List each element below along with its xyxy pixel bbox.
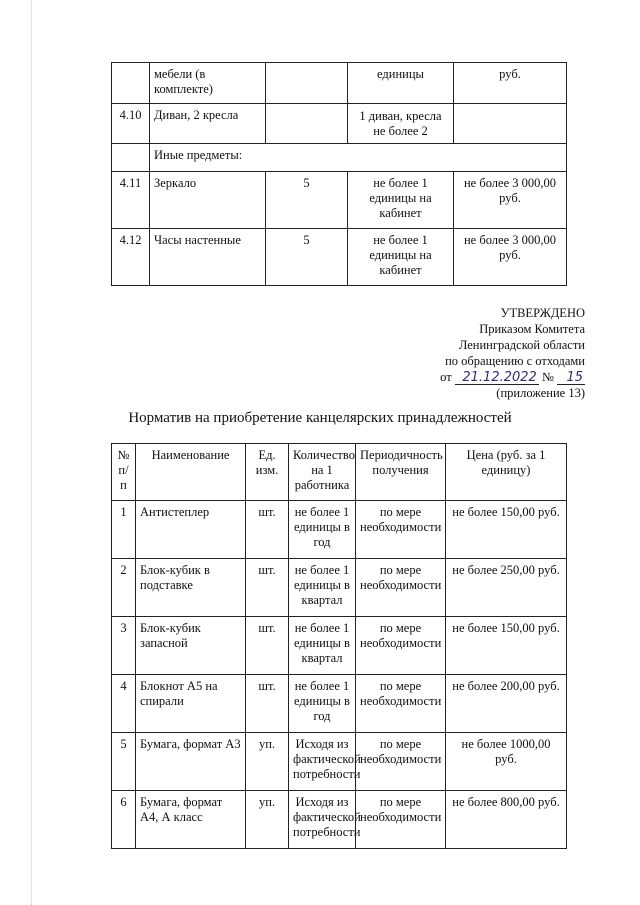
item-unit: уп. [246,791,289,849]
approval-line: Приказом Комитета [479,322,585,336]
table-header-row [112,444,567,501]
section-label: Иные предметы: [150,144,567,172]
stationery-norms-table [111,443,567,849]
appendix-label: (приложение 13) [496,386,585,400]
item-name: Часы настенные [150,229,266,286]
item-qty: не более 1 единицы в квартал [289,617,356,675]
document-title: Норматив на приобретение канцелярских принадлежностей [128,410,512,426]
item-period: по мере необходимости [356,501,446,559]
item-qty: Исходя из фактической потребности [289,791,356,849]
scan-artifact-line [31,0,32,905]
item-price: не более 800,00 руб. [446,791,567,849]
row-number: 4.12 [112,229,150,286]
item-name: Зеркало [150,172,266,229]
item-name: Блокнот А5 на спирали [136,675,246,733]
number-prefix: № [541,370,554,384]
item-norm: единицы [348,63,454,104]
table-row [112,229,567,286]
table-row [112,733,567,791]
item-norm: 1 диван, кресла не более 2 [348,104,454,144]
table-row [112,559,567,617]
handwritten-date: 21.12.2022 [455,371,539,385]
table-row [112,104,567,144]
row-number: 2 [112,559,136,617]
approval-line: по обращению с отходами [445,354,585,368]
item-name: Бумага, формат А4, А класс [136,791,246,849]
item-unit: шт. [246,501,289,559]
item-price: не более 3 000,00 руб. [454,172,567,229]
table-row [112,791,567,849]
header-unit: Ед. изм. [246,444,289,501]
item-unit: уп. [246,733,289,791]
row-number: 4.11 [112,172,150,229]
table-row [112,675,567,733]
item-price: не более 150,00 руб. [446,501,567,559]
row-number [112,144,150,172]
header-qty: Количество на 1 работника [289,444,356,501]
row-number: 1 [112,501,136,559]
item-period: по мере необходимости [356,675,446,733]
item-qty: не более 1 единицы в год [289,501,356,559]
table-row [112,501,567,559]
item-price: не более 150,00 руб. [446,617,567,675]
item-name: Антистеплер [136,501,246,559]
item-price: не более 3 000,00 руб. [454,229,567,286]
item-period: по мере необходимости [356,733,446,791]
item-unit: шт. [246,559,289,617]
row-number [112,63,150,104]
item-qty: 5 [266,229,348,286]
approval-line: Ленинградской области [458,338,585,352]
item-name: Диван, 2 кресла [150,104,266,144]
table-row [112,144,567,172]
item-name: Блок-кубик запасной [136,617,246,675]
item-period: по мере необходимости [356,617,446,675]
furniture-norms-table [111,62,567,286]
item-price [454,104,567,144]
item-unit: шт. [246,675,289,733]
item-qty: 5 [266,172,348,229]
item-qty [266,104,348,144]
header-period: Периодичность получения [356,444,446,501]
item-norm: не более 1 единицы на кабинет [348,172,454,229]
item-period: по мере необходимости [356,791,446,849]
approval-date-line [440,369,585,385]
table-row [112,617,567,675]
row-number: 3 [112,617,136,675]
approval-block [440,305,585,401]
header-name: Наименование [136,444,246,501]
item-name: Бумага, формат А3 [136,733,246,791]
item-qty: Исходя из фактической потребности [289,733,356,791]
item-price: не более 1000,00 руб. [446,733,567,791]
row-number: 6 [112,791,136,849]
item-qty: не более 1 единицы в год [289,675,356,733]
item-price: не более 200,00 руб. [446,675,567,733]
table-row [112,63,567,104]
row-number: 4 [112,675,136,733]
item-period: по мере необходимости [356,559,446,617]
item-norm: не более 1 единицы на кабинет [348,229,454,286]
approval-heading: УТВЕРЖДЕНО [500,306,585,320]
item-price: не более 250,00 руб. [446,559,567,617]
row-number: 4.10 [112,104,150,144]
table-row [112,172,567,229]
handwritten-number: 15 [557,371,585,385]
header-price: Цена (руб. за 1 единицу) [446,444,567,501]
item-qty: не более 1 единицы в квартал [289,559,356,617]
item-unit: шт. [246,617,289,675]
row-number: 5 [112,733,136,791]
header-num: № п/п [112,444,136,501]
item-name: мебели (в комплекте) [150,63,266,104]
date-prefix: от [440,370,452,384]
item-name: Блок-кубик в подставке [136,559,246,617]
item-price: руб. [454,63,567,104]
item-qty [266,63,348,104]
